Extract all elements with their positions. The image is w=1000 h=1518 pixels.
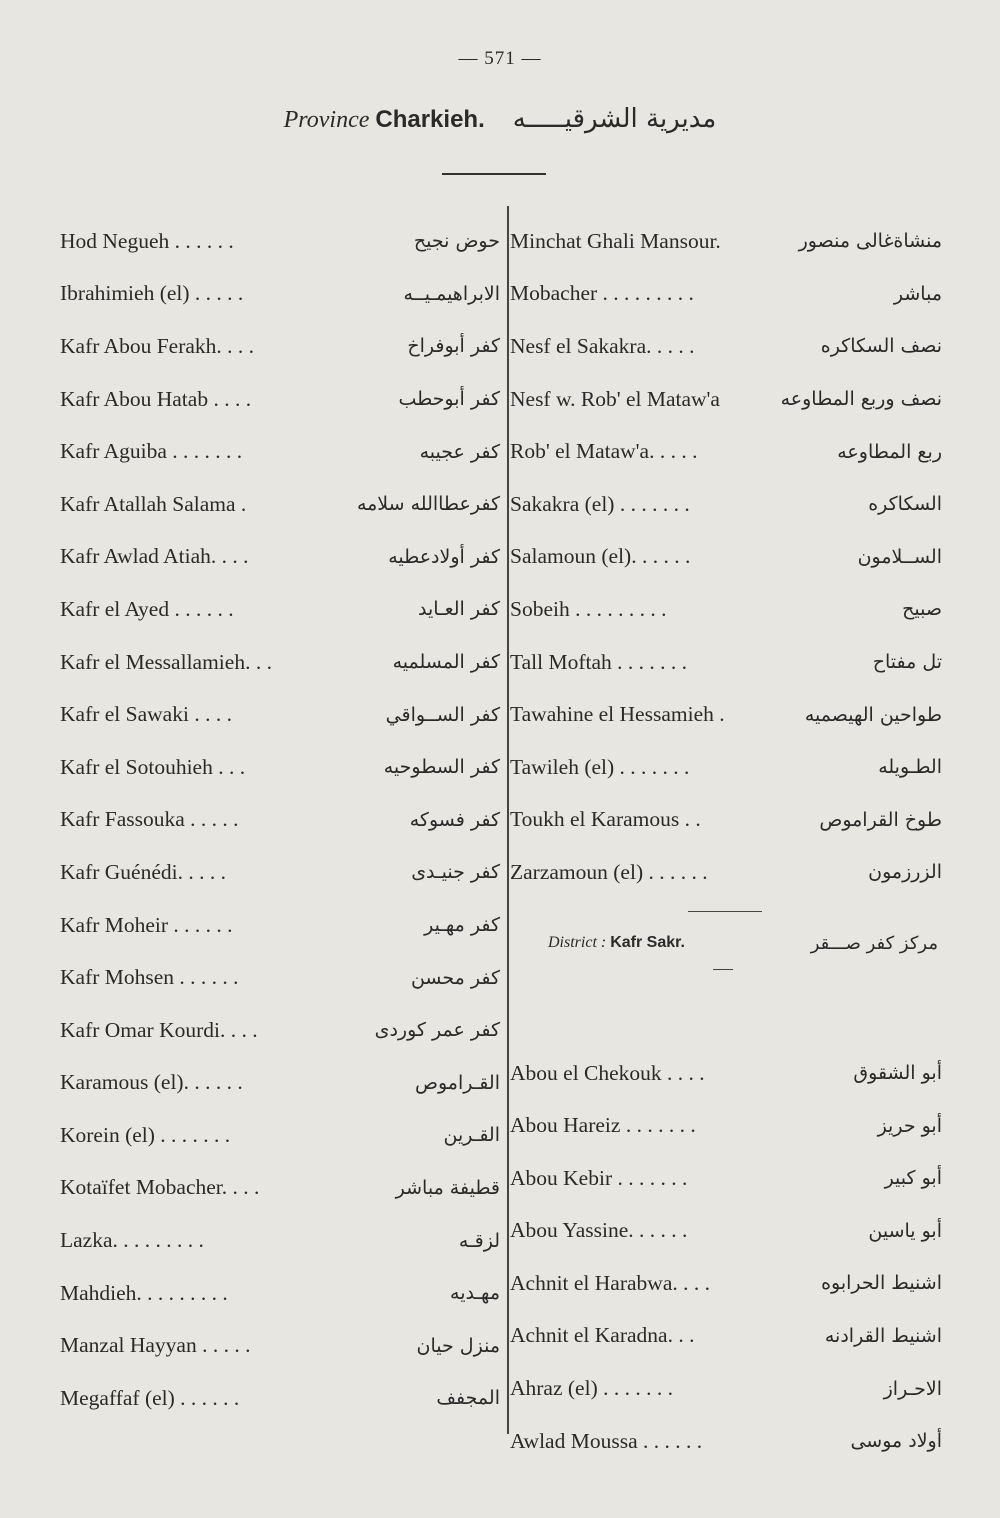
- title-arabic: مديرية الشرقيـــــه: [512, 104, 717, 134]
- entry-latin: Ahraz (el) . . . . . . .: [510, 1376, 673, 1401]
- list-item: [510, 1152, 942, 1205]
- entry-arabic: ربع المطاوعه: [837, 440, 942, 463]
- entry-arabic: الطـويله: [878, 756, 942, 779]
- title-prefix: Province: [283, 107, 370, 133]
- list-item: [60, 794, 500, 847]
- entry-arabic: الزرزمون: [868, 861, 942, 884]
- entry-latin: Sobeih . . . . . . . . .: [510, 596, 667, 621]
- entry-arabic: كفر عجيبه: [419, 440, 500, 463]
- list-item: [510, 373, 942, 426]
- entry-latin: Ibrahimieh (el) . . . . .: [60, 281, 244, 306]
- title-rule: [442, 173, 546, 175]
- entry-latin: Hod Negueh . . . . . .: [60, 228, 234, 253]
- list-item: [60, 531, 500, 584]
- entry-arabic: اشنيط القرادنه: [824, 1324, 942, 1347]
- list-item: [510, 846, 942, 899]
- entry-latin: Mahdieh. . . . . . . . .: [60, 1280, 228, 1305]
- entry-latin: Tawahine el Hessamieh .: [510, 702, 725, 727]
- entry-arabic: الابراهيمـيــه: [403, 282, 500, 305]
- list-item: [60, 215, 500, 268]
- entry-arabic: أولاد موسى: [850, 1430, 942, 1453]
- entry-latin: Zarzamoun (el) . . . . . .: [510, 859, 708, 884]
- entry-latin: Abou el Chekouk . . . .: [510, 1060, 705, 1085]
- entry-latin: Korein (el) . . . . . . .: [60, 1122, 231, 1147]
- entry-arabic: كفر أولادعطيه: [388, 545, 500, 568]
- entry-arabic: القـرين: [443, 1124, 500, 1147]
- entry-arabic: لزقـه: [458, 1229, 500, 1252]
- list-item: [510, 1310, 942, 1363]
- list-item: [510, 478, 942, 531]
- entry-arabic: أبو الشقوق: [853, 1062, 942, 1085]
- entry-arabic: أبو حريز: [877, 1114, 942, 1137]
- entry-arabic: القـراموص: [415, 1071, 500, 1094]
- list-item: [60, 425, 500, 478]
- entry-latin: Toukh el Karamous . .: [510, 807, 701, 832]
- entry-arabic: السكاكره: [868, 493, 942, 516]
- entry-latin: Kafr Atallah Salama .: [60, 491, 247, 516]
- entry-latin: Kafr Abou Ferakh. . . .: [60, 333, 255, 358]
- list-item: [60, 1057, 500, 1110]
- district-rule-bottom: [713, 969, 733, 970]
- entry-latin: Manzal Hayyan . . . . .: [60, 1333, 251, 1358]
- list-item: [60, 268, 500, 321]
- list-item: [60, 1109, 500, 1162]
- entry-arabic: كفر المسلميه: [392, 651, 500, 674]
- entry-latin: Achnit el Harabwa. . . .: [510, 1270, 710, 1295]
- entry-latin: Kafr Omar Kourdi. . . .: [60, 1017, 258, 1042]
- right-column: [510, 215, 942, 1467]
- entry-latin: Kafr el Messallamieh. . .: [60, 649, 272, 674]
- list-item: [510, 583, 942, 636]
- entry-arabic: كفرعطاالله سلامه: [356, 493, 500, 516]
- entry-arabic: الاحـراز: [883, 1377, 942, 1400]
- list-item: [510, 1099, 942, 1152]
- column-divider: [507, 206, 509, 1434]
- entry-arabic: نصف السكاكره: [820, 335, 942, 358]
- entry-arabic: كفر عمر كوردى: [374, 1019, 500, 1042]
- list-item: [60, 373, 500, 426]
- entry-latin: Karamous (el). . . . . .: [60, 1070, 243, 1095]
- list-item: [60, 1319, 500, 1372]
- entry-arabic: صبيح: [902, 598, 942, 621]
- entry-latin: Kotaïfet Mobacher. . . .: [60, 1175, 260, 1200]
- entry-latin: Abou Yassine. . . . . .: [510, 1218, 688, 1243]
- entry-latin: Minchat Ghali Mansour.: [510, 228, 721, 253]
- list-item: [510, 1205, 942, 1258]
- entry-arabic: طوخ القراموص: [819, 808, 942, 831]
- list-item: [510, 531, 942, 584]
- list-item: [510, 741, 942, 794]
- list-item: [510, 636, 942, 689]
- district-label: District :: [548, 934, 607, 952]
- list-item: [60, 741, 500, 794]
- entry-arabic: قطيفة مباشر: [395, 1176, 500, 1199]
- list-item: [510, 215, 942, 268]
- page-number: — 571 —: [458, 48, 542, 69]
- list-item: [510, 1415, 942, 1468]
- list-item: [60, 688, 500, 741]
- district-header: [510, 899, 942, 1047]
- entry-arabic: أبو ياسين: [868, 1219, 942, 1242]
- entry-latin: Abou Kebir . . . . . . .: [510, 1165, 688, 1190]
- entry-arabic: اشنيط الحرابوه: [821, 1272, 942, 1295]
- list-item: [510, 1047, 942, 1100]
- left-column: [60, 215, 500, 1425]
- list-item: [60, 1162, 500, 1215]
- list-item: [60, 1214, 500, 1267]
- entry-latin: Kafr Abou Hatab . . . .: [60, 386, 252, 411]
- entry-arabic: منزل حيان: [416, 1334, 500, 1357]
- entry-arabic: تل مفتاح: [872, 651, 942, 674]
- entry-latin: Kafr Awlad Atiah. . . .: [60, 544, 249, 569]
- entry-arabic: كفر مهـير: [424, 914, 500, 937]
- entry-latin: Rob' el Mataw'a. . . . .: [510, 439, 698, 464]
- list-item: [510, 1362, 942, 1415]
- entry-arabic: كفر السطوحيه: [383, 756, 500, 779]
- title-name: Charkieh.: [375, 106, 485, 133]
- list-item: [60, 1267, 500, 1320]
- entry-arabic: كفر الســواقي: [385, 703, 500, 726]
- list-item: [60, 899, 500, 952]
- entry-latin: Sakakra (el) . . . . . . .: [510, 491, 690, 516]
- entry-arabic: نصف وربع المطاوعه: [780, 388, 942, 411]
- entry-latin: Kafr el Sawaki . . . .: [60, 702, 232, 727]
- right-bottom-list: [510, 1047, 942, 1468]
- entry-arabic: كفر أبوحطب: [398, 388, 500, 411]
- entry-arabic: مهـديه: [450, 1282, 500, 1305]
- entry-arabic: كفر أبوفراخ: [407, 335, 500, 358]
- entry-latin: Megaffaf (el) . . . . . .: [60, 1385, 240, 1410]
- entry-arabic: حوض نجيح: [413, 230, 500, 253]
- entry-arabic: كفر جنيـدى: [411, 861, 500, 884]
- list-item: [60, 1004, 500, 1057]
- entry-latin: Lazka. . . . . . . . .: [60, 1228, 204, 1253]
- district-line: [548, 933, 938, 954]
- list-item: [510, 1257, 942, 1310]
- list-item: [60, 478, 500, 531]
- list-item: [60, 1372, 500, 1425]
- entry-arabic: كفر العـايد: [417, 598, 500, 621]
- entry-latin: Tall Moftah . . . . . . .: [510, 649, 688, 674]
- entry-arabic: كفر فسوكه: [409, 808, 500, 831]
- list-item: [510, 320, 942, 373]
- entry-latin: Kafr Aguiba . . . . . . .: [60, 439, 243, 464]
- entry-latin: Nesf el Sakakra. . . . .: [510, 333, 695, 358]
- entry-latin: Awlad Moussa . . . . . .: [510, 1428, 703, 1453]
- entry-latin: Kafr el Ayed . . . . . .: [60, 596, 234, 621]
- list-item: [60, 636, 500, 689]
- entry-latin: Kafr Guénédi. . . . .: [60, 859, 226, 884]
- district-name: Kafr Sakr.: [610, 934, 685, 952]
- list-item: [60, 846, 500, 899]
- entry-arabic: طواحين الهيصميه: [804, 703, 942, 726]
- entry-arabic: المجفف: [436, 1387, 500, 1410]
- list-item: [510, 688, 942, 741]
- entry-latin: Tawileh (el) . . . . . . .: [510, 754, 690, 779]
- list-item: [510, 794, 942, 847]
- entry-latin: Kafr Mohsen . . . . . .: [60, 965, 239, 990]
- entry-latin: Kafr Fassouka . . . . .: [60, 807, 239, 832]
- entry-arabic: منشاةغالى منصور: [798, 230, 942, 253]
- district-rule-top: [688, 911, 762, 912]
- list-item: [510, 425, 942, 478]
- entry-arabic: مباشر: [893, 282, 942, 305]
- entry-latin: Kafr el Sotouhieh . . .: [60, 754, 246, 779]
- list-item: [510, 268, 942, 321]
- entry-arabic: الســلامون: [857, 545, 942, 568]
- entry-latin: Mobacher . . . . . . . . .: [510, 281, 694, 306]
- entry-latin: Salamoun (el). . . . . .: [510, 544, 691, 569]
- list-item: [60, 320, 500, 373]
- entry-latin: Achnit el Karadna. . .: [510, 1323, 695, 1348]
- page-title: [0, 104, 1000, 134]
- entry-latin: Abou Hareiz . . . . . . .: [510, 1113, 696, 1138]
- right-top-list: [510, 215, 942, 899]
- district-arabic: مركز كفر صـــقر: [810, 932, 938, 954]
- list-item: [60, 583, 500, 636]
- entry-arabic: أبو كبير: [884, 1167, 942, 1190]
- entry-latin: Nesf w. Rob' el Mataw'a: [510, 386, 720, 411]
- entry-arabic: كفر محسن: [410, 966, 500, 989]
- entry-latin: Kafr Moheir . . . . . .: [60, 912, 233, 937]
- list-item: [60, 951, 500, 1004]
